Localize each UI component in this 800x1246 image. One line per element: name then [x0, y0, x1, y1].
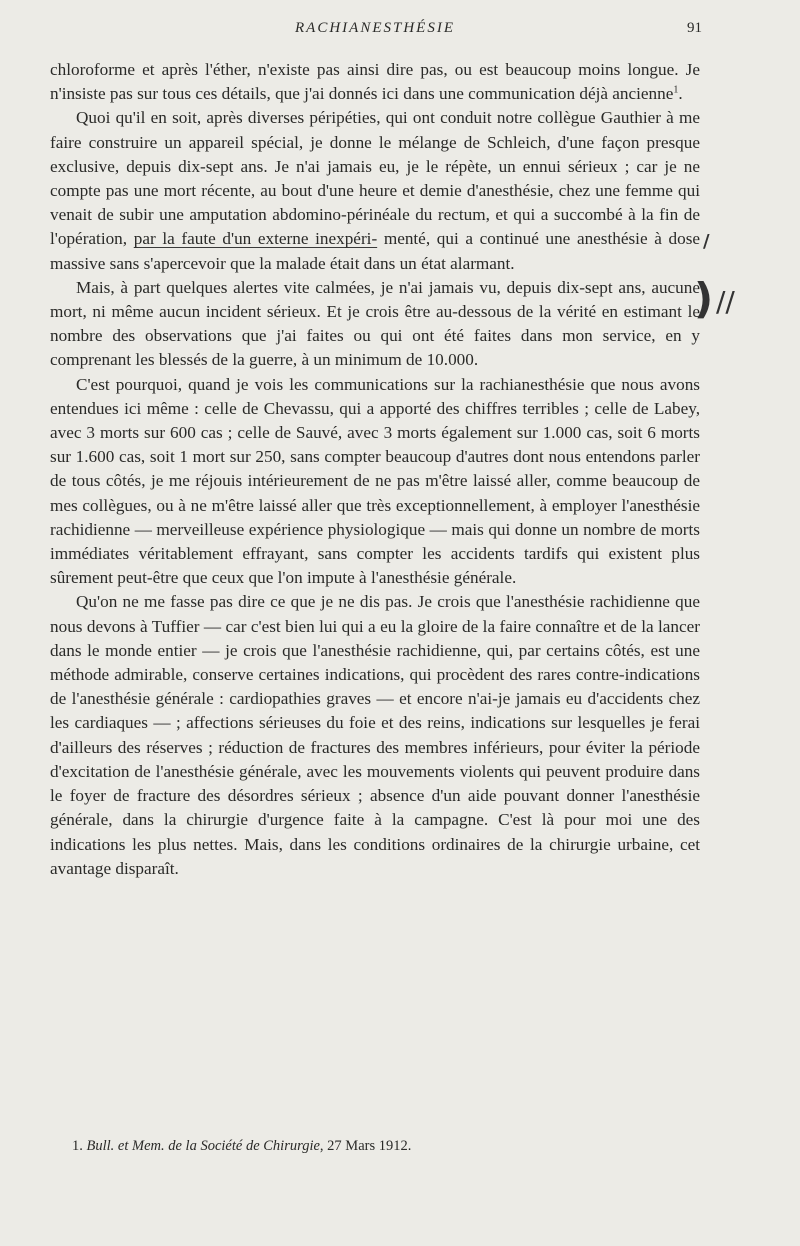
paragraph: C'est pourquoi, quand je vois les communications sur la rachianesthésie que nous avons entendues ici même : celle de Chevassu, qui a apporté des chiffres terribles ; celle de Labey, avec 3 morts sur 600 cas ; celle de Sauvé, avec 3 morts également sur 1.000 cas, soit 6 morts sur 1.600 cas, soit 1 mort sur 250, sans compter beaucoup d'autres dont nous entendons parler de tous côtés, je me réjouis intérieurement de ne pas m'être laissé aller, comme beaucoup de mes collègues, ou à ne m'être laissé aller que très exceptionnellement, à employer l'anesthésie rachidienne — merveilleuse expérience physiologique — mais qui donne un nombre de morts immédiates véritablement effrayant, sans compter les accidents tardifs qui existent plus sûrement peut-être que ceux que l'on impute à l'anesthésie générale. — [50, 374, 700, 588]
page-number: 91 — [687, 20, 702, 36]
paragraph-text: Quoi qu'il en soit, après diverses péripéties, qui ont conduit notre collègue Gauthier à me faire construire un appareil spécial, je donne le mélange de Schleich, d'une façon presque exclusive, depuis dix-sept ans. Je n'ai jamais eu, je le répète, un ennui sérieux ; car je ne compte pas une mort récente, au bout d'une heure et demie d'anesthésie, chez une femme qui venait de subir une amputation abdomino-périnéale du rectum, et qui a succombé à la fin de l'opération, — [50, 108, 700, 249]
paragraph: Qu'on ne me fasse pas dire ce que je ne dis pas. Je crois que l'anesthésie rachidienne que nous devons à Tuffier — car c'est bien lui qui a eu la gloire de la faire connaître et de la lancer dans le monde entier — je crois que l'anesthésie rachidienne, qui, par certains côtés, est une méthode admirable, conserve certaines indications, qui procèdent des rares contre-indications de l'anesthésie générale : cardiopathies graves — et encore n'ai-je jamais eu d'accidents chez les cardiaques — ; affections sérieuses du foie et des reins, indications sur lesquelles je ferai d'ailleurs des réserves ; réduction de fractures des membres inférieurs, pour éviter la période d'excitation de l'anesthésie générale, avec les mouvements violents qui peuvent produire dans le foyer de fracture des désordres sérieux ; absence d'un aide pouvant donner l'anesthésie générale, dans la chirurgie d'urgence faite à la campagne. C'est là pour moi une des indications les plus nettes. Mais, dans les conditions ordinaires de la chirurgie urbaine, cet avantage disparaît. — [50, 592, 700, 878]
page-header — [50, 18, 700, 40]
body-text — [50, 58, 700, 881]
paragraph-text-end: . — [678, 84, 683, 104]
paragraph-text: chloroforme et après l'éther, n'existe pas ainsi dire pas, ou est beaucoup moins longue. Je n'insiste pas sur tous ces détails, que j'ai donnés ici dans une communication déjà ancienne — [50, 60, 700, 104]
handwritten-underline-passage: par la faute d'un externe inexpéri- — [133, 229, 378, 249]
footnote-source: Bull. et Mem. de la Société de Chirurgie — [86, 1138, 320, 1154]
paragraph: Mais, à part quelques alertes vite calmées, je n'ai jamais vu, depuis dix-sept ans, aucune mort, ni même aucun incident sérieux. Et je crois être au-dessous de la vérité en estimant le nombre des observations que j'ai faites ou qui ont été faites dans mon service, en y comprenant les blessés de la guerre, à un minimum de 10.000. — [50, 277, 700, 370]
paragraph-text: menté, qui a continué une anesthésie à dose massive sans s'apercevoir que la malade était dans un état alarmant. — [50, 229, 701, 273]
footnote-number: 1. — [72, 1138, 83, 1154]
paragraph — [50, 106, 700, 275]
handwritten-margin-slash: / — [703, 231, 710, 252]
paragraph-continuation — [50, 58, 700, 106]
footnote-date: , 27 Mars 1912. — [319, 1138, 412, 1154]
running-title: RACHIANESTHÉSIE — [295, 20, 455, 36]
handwritten-margin-strokes: // — [716, 285, 735, 318]
handwritten-margin-bracket: ) — [694, 274, 714, 323]
footnote — [72, 1136, 692, 1156]
footnote-reference: 1 — [673, 84, 679, 96]
